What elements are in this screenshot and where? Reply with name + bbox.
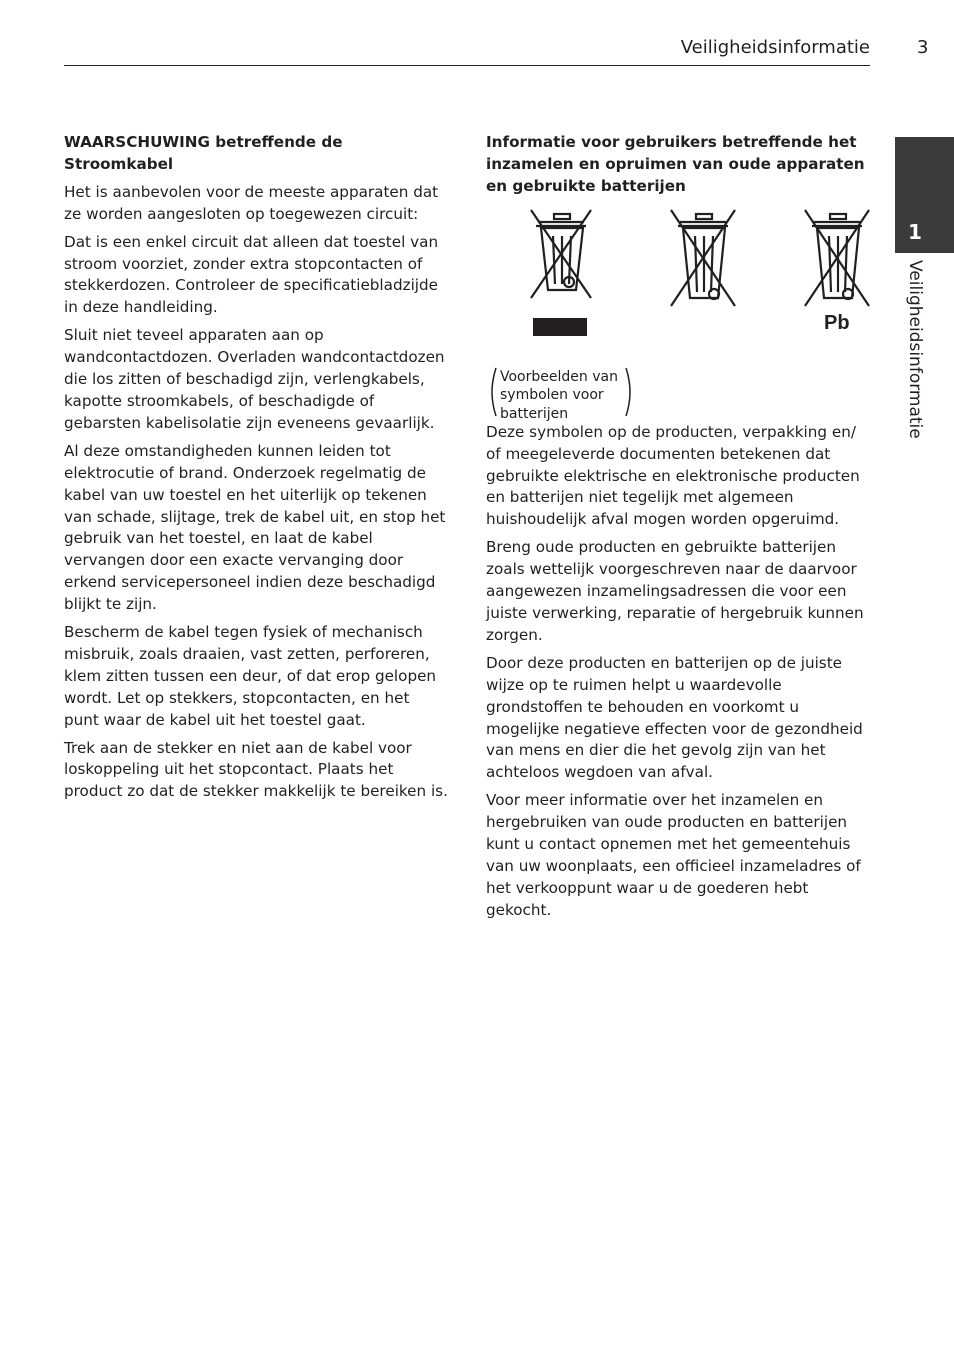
chapter-tab xyxy=(895,137,954,253)
pb-label: Pb xyxy=(824,311,850,333)
paragraph: Sluit niet teveel apparaten aan op wandcontactdozen. Overladen wandcontactdozen die los zitten of beschadigd zijn, verlengkabels, kapotte stroomkabels, of beschadigde of gebarsten kabelisolatie zijn eveneens gevaarlijk. xyxy=(64,326,445,432)
section-heading: WAARSCHUWING betreffende de Stroomkabel xyxy=(64,133,343,173)
paragraph: Het is aanbevolen voor de meeste apparaten dat ze worden aangesloten op toegewezen circuit: xyxy=(64,182,439,223)
weee-bin-bar-icon xyxy=(526,208,596,343)
left-paren-icon xyxy=(486,366,498,418)
caption-text: Voorbeelden van symbolen voor batterijen xyxy=(500,368,618,422)
paragraph: Voor meer informatie over het inzamelen en hergebruiken van oude producten en batterijen kunt u contact opnemen met het gemeentehuis van uw woonplaats, een officieel inzameladres of het verkooppunt waar u de goederen hebt gekocht. xyxy=(486,791,861,919)
page-number: 3 xyxy=(917,37,929,58)
paragraph: Al deze omstandigheden kunnen leiden tot elektrocutie of brand. Onderzoek regelmatig de kabel van uw toestel en het uiterlijk op tekenen van schade, slijtage, trek de kabel uit, en stop het gebruik van het toestel, en laat de kabel vervangen door een exacte vervanging door erkend servicepersoneel indien deze beschadigd blijkt te zijn. xyxy=(64,441,446,614)
chapter-label: Veiligheidsinformatie xyxy=(905,260,925,439)
recycling-symbols xyxy=(486,208,874,356)
weee-bin-icon xyxy=(668,208,738,308)
paragraph: Door deze producten en batterijen op de juiste wijze op te ruimen helpt u waardevolle grondstoffen te behouden en voorkomt u mogelijke negatieve effecten voor de gezondheid van mens en dier die het gevolg zijn van het achteloos wegdoen van afval. xyxy=(486,653,863,782)
paragraph: Breng oude producten en gebruikte batterijen zoals wettelijk voorgeschreven naar de daarvoor aangewezen inzamelingsadressen die voor een juiste verwerking, reparatie of hergebruik kunnen zorgen. xyxy=(486,538,864,644)
paragraph: Trek aan de stekker en niet aan de kabel voor loskoppeling uit het stopcontact. Plaats het product zo dat de stekker makkelijk te bereiken is. xyxy=(64,738,448,801)
paragraph: Bescherm de kabel tegen fysiek of mechanisch misbruik, zoals draaien, vast zetten, perforeren, klem zitten tussen een deur, of dat erop gelopen wordt. Let op stekkers, stopcontacten, en het punt waar de kabel uit het toestel gaat. xyxy=(64,623,437,729)
symbols-caption xyxy=(486,366,636,422)
weee-bin-pb-icon xyxy=(802,208,872,333)
header-divider xyxy=(64,65,870,66)
paragraph: Deze symbolen op de producten, verpakking en/ of meegeleverde documenten betekenen dat gebruikte elektrische en elektronische producten en batterijen niet tegelijk met algemeen huishoudelijk afval mogen worden opgeruimd. xyxy=(486,422,860,529)
header-title: Veiligheidsinformatie xyxy=(680,37,870,58)
chapter-number: 1 xyxy=(908,220,922,244)
paragraph: Dat is een enkel circuit dat alleen dat toestel van stroom voorziet, zonder extra stopcontacten of stekkerdozen. Controleer de specificatiebladzijde in deze handleiding. xyxy=(64,232,439,317)
section-heading: Informatie voor gebruikers betreffende het inzamelen en opruimen van oude apparaten en gebruikte batterijen xyxy=(486,133,865,195)
left-column xyxy=(64,132,449,809)
right-column xyxy=(486,132,874,928)
right-paren-icon xyxy=(624,366,636,418)
